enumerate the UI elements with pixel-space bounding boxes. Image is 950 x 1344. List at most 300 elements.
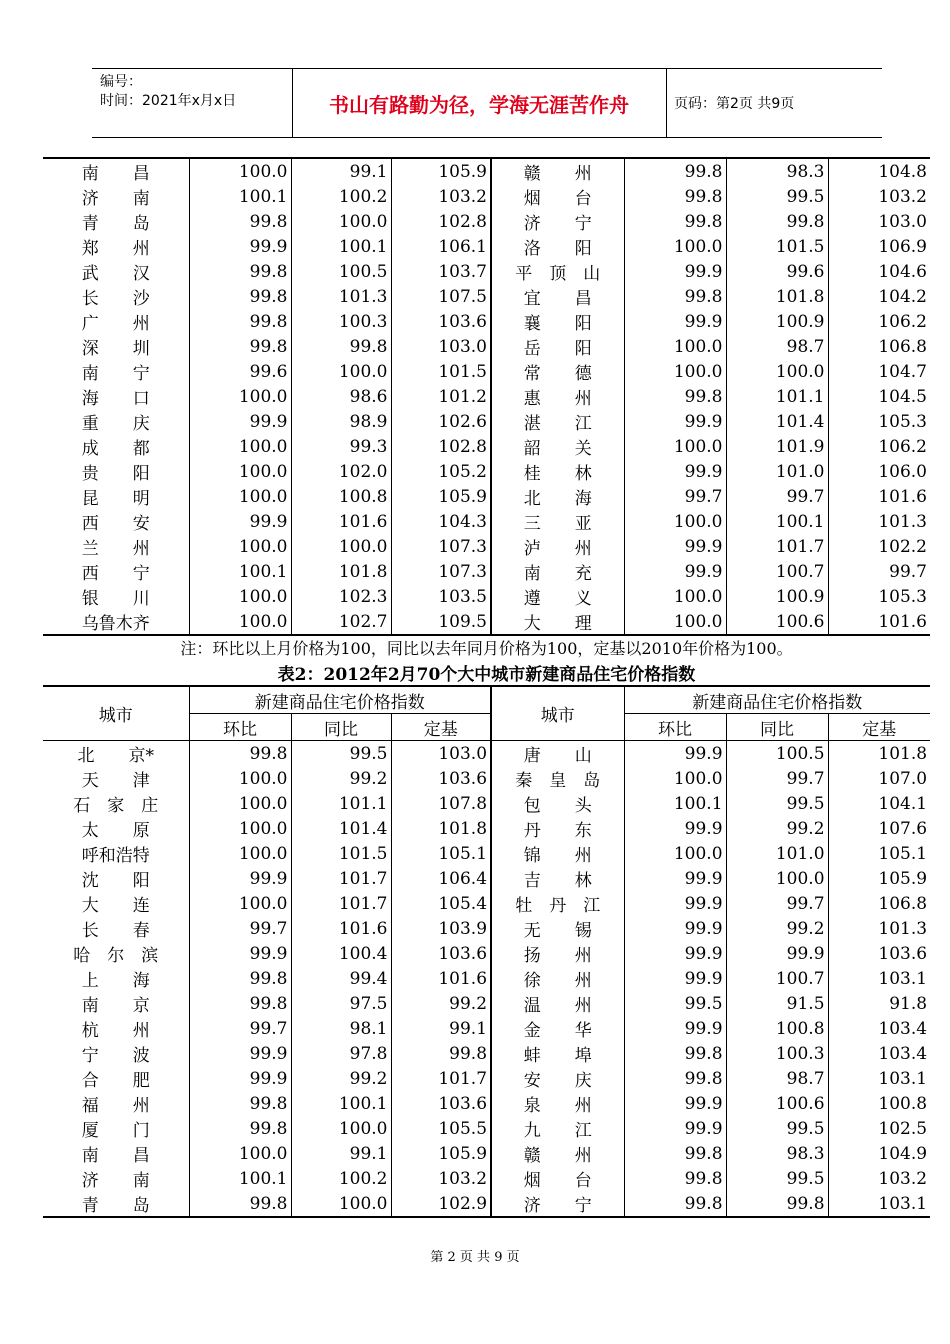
mom-cell: 99.9 <box>189 409 291 434</box>
table-row <box>43 916 930 941</box>
mom-cell: 100.0 <box>624 766 726 791</box>
city-cell: 襄 阳 <box>491 309 624 334</box>
yoy-cell: 101.3 <box>291 284 391 309</box>
city-cell: 济 宁 <box>491 1191 624 1217</box>
city-cell: 吉 林 <box>491 866 624 891</box>
base-cell: 104.1 <box>828 791 930 816</box>
base-cell: 101.8 <box>391 816 491 841</box>
city-cell: 扬 州 <box>491 941 624 966</box>
base-cell: 103.2 <box>828 1166 930 1191</box>
city-cell: 秦 皇 岛 <box>491 766 624 791</box>
price-index-table-2 <box>43 685 930 1218</box>
yoy-cell: 99.7 <box>726 766 828 791</box>
base-cell: 106.4 <box>391 866 491 891</box>
yoy-cell: 99.8 <box>291 334 391 359</box>
mom-cell: 100.0 <box>189 534 291 559</box>
city-cell: 哈 尔 滨 <box>73 946 159 966</box>
yoy-cell: 99.3 <box>291 434 391 459</box>
city-cell: 青 岛 <box>81 214 150 234</box>
city-cell: 福 州 <box>81 1096 150 1116</box>
city-cell: 牡 丹 江 <box>491 891 624 916</box>
mom-cell: 99.7 <box>624 484 726 509</box>
yoy-cell: 100.8 <box>291 484 391 509</box>
city-column-header: 城市 <box>491 686 624 741</box>
mom-cell: 99.9 <box>189 1066 291 1091</box>
mom-header: 环比 <box>189 714 291 741</box>
base-cell: 103.6 <box>391 941 491 966</box>
city-cell: 乌鲁木齐 <box>81 614 150 634</box>
base-cell: 91.8 <box>828 991 930 1016</box>
base-cell: 103.5 <box>391 584 491 609</box>
mom-cell: 99.7 <box>189 1016 291 1041</box>
base-cell: 101.7 <box>391 1066 491 1091</box>
mom-cell: 99.8 <box>624 1141 726 1166</box>
table-row <box>43 609 930 635</box>
table-row <box>43 309 930 334</box>
yoy-cell: 99.2 <box>291 766 391 791</box>
mom-cell: 99.5 <box>624 991 726 1016</box>
base-cell: 107.8 <box>391 791 491 816</box>
table-row <box>43 284 930 309</box>
mom-cell: 99.9 <box>624 309 726 334</box>
table-row <box>43 1166 930 1191</box>
yoy-cell: 101.8 <box>291 559 391 584</box>
table-row <box>43 1116 930 1141</box>
mom-cell: 99.8 <box>189 334 291 359</box>
doc-number-label: 编号： <box>100 74 142 90</box>
city-cell: 无 锡 <box>491 916 624 941</box>
base-cell: 106.0 <box>828 459 930 484</box>
mom-cell: 99.8 <box>189 259 291 284</box>
yoy-cell: 99.6 <box>726 259 828 284</box>
city-cell: 宜 昌 <box>491 284 624 309</box>
mom-cell: 100.1 <box>189 559 291 584</box>
yoy-cell: 98.1 <box>291 1016 391 1041</box>
mom-cell: 99.8 <box>624 1191 726 1217</box>
base-cell: 104.7 <box>828 359 930 384</box>
base-cell: 106.2 <box>828 434 930 459</box>
base-cell: 107.3 <box>391 534 491 559</box>
base-cell: 102.9 <box>391 1191 491 1217</box>
mom-cell: 99.8 <box>624 184 726 209</box>
mom-cell: 99.9 <box>624 866 726 891</box>
mom-cell: 99.9 <box>189 509 291 534</box>
mom-cell: 99.7 <box>189 916 291 941</box>
city-cell: 丹 东 <box>491 816 624 841</box>
yoy-cell: 100.0 <box>291 1191 391 1217</box>
table-row <box>43 1016 930 1041</box>
mom-cell: 99.8 <box>189 284 291 309</box>
city-cell: 上 海 <box>81 971 150 991</box>
yoy-cell: 101.0 <box>726 841 828 866</box>
city-cell: 平 顶 山 <box>491 259 624 284</box>
base-header: 定基 <box>391 714 491 741</box>
yoy-cell: 99.8 <box>726 1191 828 1217</box>
city-cell: 南 充 <box>491 559 624 584</box>
base-cell: 105.3 <box>828 409 930 434</box>
yoy-cell: 100.5 <box>726 741 828 767</box>
city-cell: 宁 波 <box>81 1046 150 1066</box>
city-cell: 烟 台 <box>491 184 624 209</box>
yoy-cell: 99.7 <box>726 891 828 916</box>
base-cell: 103.0 <box>828 209 930 234</box>
base-cell: 105.3 <box>828 584 930 609</box>
table-row <box>43 359 930 384</box>
mom-cell: 100.0 <box>189 384 291 409</box>
table-note: 注：环比以上月价格为100，同比以去年同月价格为100，定基以2010年价格为100。 <box>180 639 793 658</box>
table-row <box>43 841 930 866</box>
yoy-cell: 100.9 <box>726 309 828 334</box>
city-cell: 沈 阳 <box>81 871 150 891</box>
city-cell: 温 州 <box>491 991 624 1016</box>
mom-cell: 99.9 <box>189 941 291 966</box>
mom-cell: 100.1 <box>624 791 726 816</box>
mom-cell: 99.9 <box>624 259 726 284</box>
table-row <box>43 434 930 459</box>
yoy-cell: 101.1 <box>726 384 828 409</box>
mom-cell: 100.0 <box>189 484 291 509</box>
yoy-cell: 100.0 <box>726 866 828 891</box>
base-cell: 105.1 <box>391 841 491 866</box>
mom-cell: 99.9 <box>624 459 726 484</box>
city-cell: 厦 门 <box>81 1121 150 1141</box>
base-cell: 104.6 <box>828 259 930 284</box>
city-cell: 呼和浩特 <box>81 846 150 866</box>
base-cell: 105.9 <box>391 158 491 184</box>
mom-cell: 100.0 <box>189 816 291 841</box>
header-motto: 书山有路勤为径，学海无涯苦作舟 <box>329 92 629 117</box>
table-row <box>43 1141 930 1166</box>
mom-cell: 100.0 <box>189 609 291 635</box>
mom-cell: 99.9 <box>624 1116 726 1141</box>
base-cell: 103.2 <box>828 184 930 209</box>
base-cell: 105.9 <box>391 484 491 509</box>
base-cell: 106.2 <box>828 309 930 334</box>
base-cell: 101.8 <box>828 741 930 767</box>
table-row <box>43 816 930 841</box>
mom-cell: 100.0 <box>624 234 726 259</box>
yoy-cell: 99.5 <box>726 184 828 209</box>
yoy-cell: 100.9 <box>726 584 828 609</box>
base-cell: 101.5 <box>391 359 491 384</box>
city-cell: 西 安 <box>81 514 150 534</box>
yoy-cell: 100.0 <box>726 359 828 384</box>
mom-cell: 99.9 <box>189 1041 291 1066</box>
city-cell: 贵 阳 <box>81 464 150 484</box>
base-cell: 101.3 <box>828 916 930 941</box>
base-cell: 103.0 <box>391 334 491 359</box>
base-cell: 100.8 <box>828 1091 930 1116</box>
yoy-cell: 97.5 <box>291 991 391 1016</box>
mom-cell: 99.8 <box>189 1191 291 1217</box>
mom-cell: 99.9 <box>189 234 291 259</box>
base-cell: 104.5 <box>828 384 930 409</box>
mom-cell: 99.8 <box>624 209 726 234</box>
mom-cell: 99.8 <box>189 1116 291 1141</box>
city-cell: 金 华 <box>491 1016 624 1041</box>
base-cell: 103.1 <box>828 1066 930 1091</box>
mom-cell: 99.9 <box>624 891 726 916</box>
city-cell: 兰 州 <box>81 539 150 559</box>
base-cell: 101.3 <box>828 509 930 534</box>
yoy-cell: 100.7 <box>726 966 828 991</box>
mom-cell: 99.9 <box>624 941 726 966</box>
yoy-cell: 101.7 <box>726 534 828 559</box>
city-cell: 洛 阳 <box>491 234 624 259</box>
base-cell: 107.5 <box>391 284 491 309</box>
city-cell: 锦 州 <box>491 841 624 866</box>
yoy-cell: 98.7 <box>726 1066 828 1091</box>
table-row <box>43 334 930 359</box>
mom-cell: 100.0 <box>189 158 291 184</box>
yoy-cell: 101.5 <box>291 841 391 866</box>
city-cell: 韶 关 <box>491 434 624 459</box>
table-row <box>43 409 930 434</box>
table-row <box>43 1066 930 1091</box>
base-cell: 102.2 <box>828 534 930 559</box>
yoy-cell: 99.1 <box>291 158 391 184</box>
yoy-cell: 101.7 <box>291 891 391 916</box>
index-group-header: 新建商品住宅价格指数 <box>624 686 930 714</box>
table-row <box>43 766 930 791</box>
city-cell: 太 原 <box>81 821 150 841</box>
city-cell: 北 京* <box>77 746 154 766</box>
table-row <box>43 584 930 609</box>
city-cell: 青 岛 <box>81 1196 150 1216</box>
table-row <box>43 559 930 584</box>
base-cell: 106.1 <box>391 234 491 259</box>
table-row <box>43 259 930 284</box>
yoy-cell: 101.0 <box>726 459 828 484</box>
yoy-header: 同比 <box>291 714 391 741</box>
mom-cell: 100.0 <box>624 841 726 866</box>
mom-cell: 100.0 <box>189 891 291 916</box>
table-row <box>43 384 930 409</box>
mom-cell: 100.0 <box>624 509 726 534</box>
table-row <box>43 158 930 184</box>
city-cell: 西 宁 <box>81 564 150 584</box>
yoy-cell: 99.2 <box>291 1066 391 1091</box>
mom-cell: 99.8 <box>624 1166 726 1191</box>
yoy-cell: 99.5 <box>726 791 828 816</box>
mom-cell: 99.8 <box>189 741 291 767</box>
city-cell: 赣 州 <box>491 1141 624 1166</box>
base-cell: 103.6 <box>391 1091 491 1116</box>
base-cell: 103.2 <box>391 1166 491 1191</box>
yoy-cell: 100.3 <box>291 309 391 334</box>
mom-cell: 99.8 <box>624 1041 726 1066</box>
yoy-cell: 98.9 <box>291 409 391 434</box>
city-cell: 大 理 <box>491 609 624 635</box>
table-row <box>43 966 930 991</box>
yoy-cell: 102.0 <box>291 459 391 484</box>
yoy-cell: 102.3 <box>291 584 391 609</box>
city-cell: 济 宁 <box>491 209 624 234</box>
base-cell: 104.9 <box>828 1141 930 1166</box>
table-row <box>43 459 930 484</box>
base-cell: 104.3 <box>391 509 491 534</box>
base-cell: 99.1 <box>391 1016 491 1041</box>
mom-cell: 100.0 <box>624 434 726 459</box>
mom-cell: 100.0 <box>624 334 726 359</box>
base-cell: 101.6 <box>828 484 930 509</box>
base-cell: 104.2 <box>828 284 930 309</box>
city-cell: 广 州 <box>81 314 150 334</box>
mom-cell: 99.9 <box>624 816 726 841</box>
base-cell: 105.1 <box>828 841 930 866</box>
page-header <box>92 68 882 138</box>
base-cell: 106.8 <box>828 334 930 359</box>
mom-cell: 100.0 <box>189 766 291 791</box>
table-row <box>43 184 930 209</box>
mom-cell: 99.8 <box>624 158 726 184</box>
table-row <box>43 991 930 1016</box>
base-cell: 106.9 <box>828 234 930 259</box>
base-cell: 103.7 <box>391 259 491 284</box>
yoy-cell: 99.5 <box>726 1166 828 1191</box>
price-index-table-continued <box>43 157 930 636</box>
yoy-cell: 101.4 <box>291 816 391 841</box>
table-row <box>43 741 930 767</box>
city-cell: 大 连 <box>81 896 150 916</box>
base-cell: 103.6 <box>391 309 491 334</box>
table-row <box>43 791 930 816</box>
yoy-cell: 97.8 <box>291 1041 391 1066</box>
city-cell: 桂 林 <box>491 459 624 484</box>
yoy-cell: 101.9 <box>726 434 828 459</box>
city-cell: 济 南 <box>81 189 150 209</box>
base-cell: 105.2 <box>391 459 491 484</box>
base-cell: 103.2 <box>391 184 491 209</box>
yoy-cell: 101.7 <box>291 866 391 891</box>
mom-cell: 99.9 <box>624 741 726 767</box>
table-row <box>43 484 930 509</box>
city-cell: 银 川 <box>81 589 150 609</box>
mom-cell: 99.9 <box>624 534 726 559</box>
city-cell: 海 口 <box>81 389 150 409</box>
city-cell: 泸 州 <box>491 534 624 559</box>
city-cell: 赣 州 <box>491 158 624 184</box>
yoy-cell: 101.1 <box>291 791 391 816</box>
base-cell: 105.5 <box>391 1116 491 1141</box>
base-cell: 99.2 <box>391 991 491 1016</box>
yoy-cell: 100.0 <box>291 1116 391 1141</box>
yoy-cell: 100.1 <box>291 234 391 259</box>
city-cell: 泉 州 <box>491 1091 624 1116</box>
table-row <box>43 234 930 259</box>
base-cell: 102.5 <box>828 1116 930 1141</box>
city-cell: 岳 阳 <box>491 334 624 359</box>
mom-cell: 99.8 <box>189 309 291 334</box>
city-cell: 南 京 <box>81 996 150 1016</box>
mom-cell: 100.1 <box>189 1166 291 1191</box>
mom-cell: 99.9 <box>624 409 726 434</box>
mom-cell: 99.9 <box>624 966 726 991</box>
mom-cell: 100.0 <box>189 434 291 459</box>
base-cell: 103.0 <box>391 741 491 767</box>
yoy-cell: 99.7 <box>726 484 828 509</box>
base-cell: 102.6 <box>391 409 491 434</box>
mom-cell: 100.1 <box>189 184 291 209</box>
base-cell: 103.6 <box>828 941 930 966</box>
base-cell: 103.9 <box>391 916 491 941</box>
city-cell: 徐 州 <box>491 966 624 991</box>
yoy-cell: 100.3 <box>726 1041 828 1066</box>
yoy-cell: 100.5 <box>291 259 391 284</box>
base-cell: 104.8 <box>828 158 930 184</box>
yoy-header: 同比 <box>726 714 828 741</box>
base-cell: 105.4 <box>391 891 491 916</box>
yoy-cell: 99.8 <box>726 209 828 234</box>
yoy-cell: 101.5 <box>726 234 828 259</box>
mom-cell: 99.9 <box>624 1016 726 1041</box>
base-cell: 102.8 <box>391 434 491 459</box>
city-cell: 常 德 <box>491 359 624 384</box>
city-cell: 包 头 <box>491 791 624 816</box>
table-row <box>43 1191 930 1217</box>
mom-cell: 99.8 <box>624 384 726 409</box>
yoy-cell: 100.7 <box>726 559 828 584</box>
city-cell: 郑 州 <box>81 239 150 259</box>
mom-cell: 100.0 <box>189 459 291 484</box>
base-cell: 109.5 <box>391 609 491 635</box>
base-cell: 103.4 <box>828 1041 930 1066</box>
mom-cell: 99.8 <box>624 284 726 309</box>
index-group-header: 新建商品住宅价格指数 <box>189 686 491 714</box>
yoy-cell: 99.2 <box>726 916 828 941</box>
city-cell: 合 肥 <box>81 1071 150 1091</box>
header-left <box>100 73 236 111</box>
city-cell: 烟 台 <box>491 1166 624 1191</box>
city-cell: 北 海 <box>491 484 624 509</box>
city-cell: 长 沙 <box>81 289 150 309</box>
table-row <box>43 891 930 916</box>
base-cell: 101.2 <box>391 384 491 409</box>
city-cell: 长 春 <box>81 921 150 941</box>
yoy-cell: 101.8 <box>726 284 828 309</box>
base-header: 定基 <box>828 714 930 741</box>
city-cell: 南 昌 <box>81 1146 150 1166</box>
city-cell: 九 江 <box>491 1116 624 1141</box>
mom-cell: 100.0 <box>624 584 726 609</box>
yoy-cell: 102.7 <box>291 609 391 635</box>
base-cell: 103.1 <box>828 1191 930 1217</box>
table-row <box>43 941 930 966</box>
city-cell: 惠 州 <box>491 384 624 409</box>
base-cell: 103.4 <box>828 1016 930 1041</box>
city-cell: 唐 山 <box>491 741 624 767</box>
mom-cell: 99.6 <box>189 359 291 384</box>
base-cell: 106.8 <box>828 891 930 916</box>
yoy-cell: 101.6 <box>291 509 391 534</box>
yoy-cell: 99.2 <box>726 816 828 841</box>
page-footer: 第 2 页 共 9 页 <box>430 1250 520 1265</box>
city-cell: 成 都 <box>81 439 150 459</box>
mom-cell: 99.9 <box>189 866 291 891</box>
mom-cell: 100.0 <box>189 791 291 816</box>
city-cell: 湛 江 <box>491 409 624 434</box>
table-row <box>43 209 930 234</box>
base-cell: 101.6 <box>828 609 930 635</box>
base-cell: 99.8 <box>391 1041 491 1066</box>
mom-cell: 100.0 <box>189 584 291 609</box>
table-row <box>43 1091 930 1116</box>
mom-cell: 99.8 <box>624 1066 726 1091</box>
base-cell: 99.7 <box>828 559 930 584</box>
mom-cell: 99.9 <box>624 559 726 584</box>
mom-cell: 99.9 <box>624 916 726 941</box>
table-row <box>43 534 930 559</box>
